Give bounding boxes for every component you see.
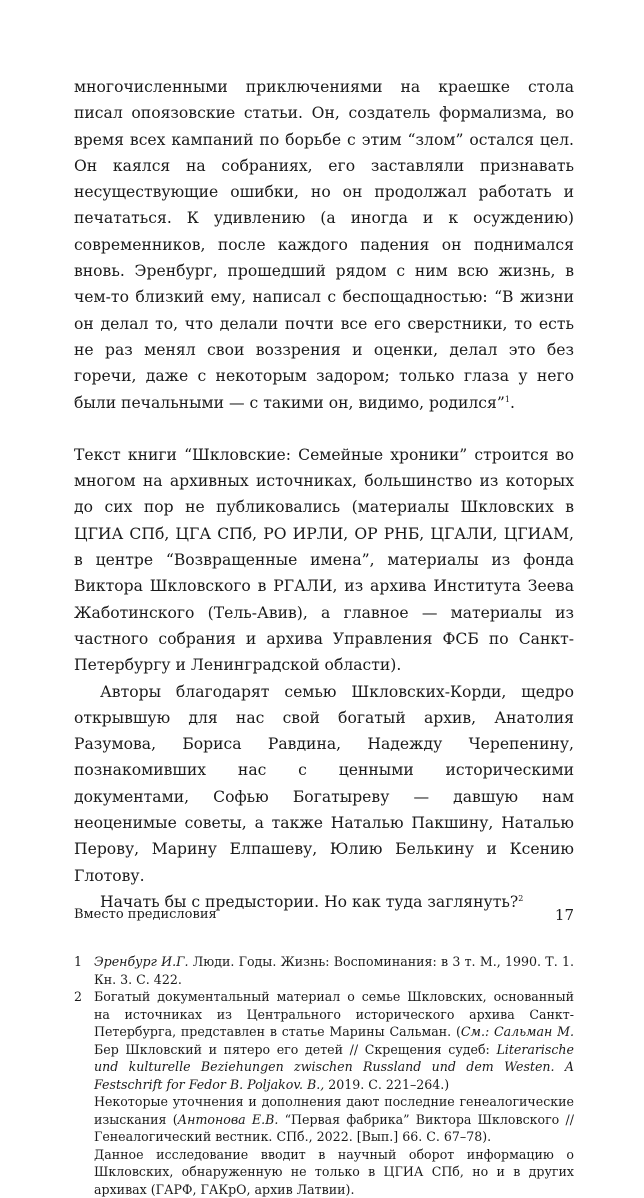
footnote-2-a-title: Literarische und kulturelle Beziehungen zwischen Russland und dem Westen. A Festschrift for Fedor B. Poljakov. B., — [94, 1041, 574, 1092]
paragraph-4-text: Начать бы с предыстории. Но как туда заглянуть? — [100, 892, 519, 911]
footnote-1 — [74, 953, 574, 988]
page-body — [74, 74, 574, 1198]
footnote-2-body — [94, 988, 574, 1198]
paragraph-3: Авторы благодарят семью Шкловских-Корди, щедро открывшую для нас свой богатый архив, Анатолия Разумова, Бориса Равдина, Надежду Черепенину, познакомивших нас с ценными историческими документами, Софью Богатыреву — давшую нам неоценимые советы, а также Наталью Пакшину, Наталью Перову, Марину Елпашеву, Юлию Белькину и Ксению Глотову. — [74, 682, 574, 885]
footnote-2-a-text2: Бер Шкловский и пятеро его детей // Скрещения судеб: — [94, 1041, 497, 1057]
footnote-1-number: 1 — [74, 954, 83, 970]
footnote-2-number: 2 — [74, 989, 83, 1005]
page-footer — [74, 906, 574, 924]
paragraph-1: многочисленными приключениями на краешке стола писал опоязовские статьи. Он, создатель формализма, во время всех кампаний по борьбе с этим “злом” остался цел. Он каялся на собраниях, его заставляли признавать несуществующие ошибки, но он продолжал работать и печататься. К удивлению (а иногда и к осуждению) современников, после каждого падения он поднимался вновь. Эренбург, прошедший рядом с ним всю жизнь, в чем-то близкий ему, написал с беспощадностью: “В жизни он делал то, что делали почти все его сверстники, то есть не раз менял свои воззрения и оценки, делал это без горечи, даже с некоторым задором; только глаза у него были печальными — с такими он, видимо, родился”$^1$. — [74, 78, 574, 412]
footnote-2-a-text3: 2019. С. 221–264.) — [324, 1076, 450, 1092]
running-title: Вместо предисловия — [74, 907, 217, 922]
paragraph-gap — [74, 416, 574, 442]
footnote-ref-1[interactable]: 1 — [504, 394, 510, 404]
footnote-1-text: Люди. Годы. Жизнь: Воспоминания: в 3 т. М., 1990. Т. 1. Кн. 3. С. 422. — [94, 954, 574, 987]
footnote-2-b-text: Некоторые уточнения и дополнения дают последние генеалогические изыскания ( — [94, 1094, 574, 1127]
paragraph-1-text: многочисленными приключениями на краешке стола писал опоязовские статьи. Он, создатель формализма, во время всех кампаний по борьбе с этим “злом” остался цел. Он каялся на собраниях, его заставляли признавать несуществующие ошибки, но он продолжал работать и печататься. К удивлению (а иногда и к осуждению) современников, после каждого падения он поднимался вновь. Эренбург, прошедший рядом с ним всю жизнь, в чем-то близкий ему, написал с беспощадностью: “В жизни он делал то, что делали почти все его сверстники, то есть не раз менял свои воззрения и оценки, делал это без горечи, даже с некоторым задором; только глаза у него были печальными — с такими он, видимо, родился” — [74, 78, 574, 412]
footnote-2-para-a — [94, 988, 574, 1093]
footnote-2 — [74, 988, 574, 1198]
footnote-2-a-see: См.: Сальман М. — [460, 1024, 575, 1040]
footnote-2-b-text2: “Первая фабрика” Виктора Шкловского // Генеалогический вестник. СПб., 2022. [Вып.] 66. С. 67–78). — [94, 1111, 574, 1145]
paragraph-2: Текст книги “Шкловские: Семейные хроники” строится во многом на архивных источниках, большинство из которых до сих пор не публиковались (материалы Шкловских в ЦГИА СПб, ЦГА СПб, РО ИРЛИ, ОР РНБ, ЦГАЛИ, ЦГИАМ, в центре “Возвращенные имена”, материалы из фонда Виктора Шкловского в РГАЛИ, из архива Института Зеева Жаботинского (Тель-Авив), а главное — материалы из частного собрания и архива Управления ФСБ по Санкт-Петербургу и Ленинградской области). — [74, 445, 574, 675]
footnote-2-para-b — [94, 1093, 574, 1146]
footnote-1-body — [94, 953, 574, 988]
footnote-2-para-c: Данное исследование вводит в научный оборот информацию о Шкловских, обнаруженную не только в ЦГИА СПб, но и в других архивах (ГАРФ, ГАКрО, архив Латвии). — [94, 1146, 574, 1197]
footnote-2-a-text: Богатый документальный материал о семье Шкловских, основанный на источниках из Центрального исторического архива Санкт-Петербурга, представлен в статье Марины Сальман. ( — [94, 989, 574, 1040]
footnotes — [74, 953, 574, 1198]
footnote-ref-2[interactable]: 2 — [518, 893, 524, 903]
footnote-2-b-author: Антонова Е.В. — [177, 1111, 279, 1127]
main-text — [74, 74, 574, 915]
page-number: 17 — [554, 906, 574, 924]
footnote-1-author: Эренбург И.Г. — [94, 954, 189, 970]
